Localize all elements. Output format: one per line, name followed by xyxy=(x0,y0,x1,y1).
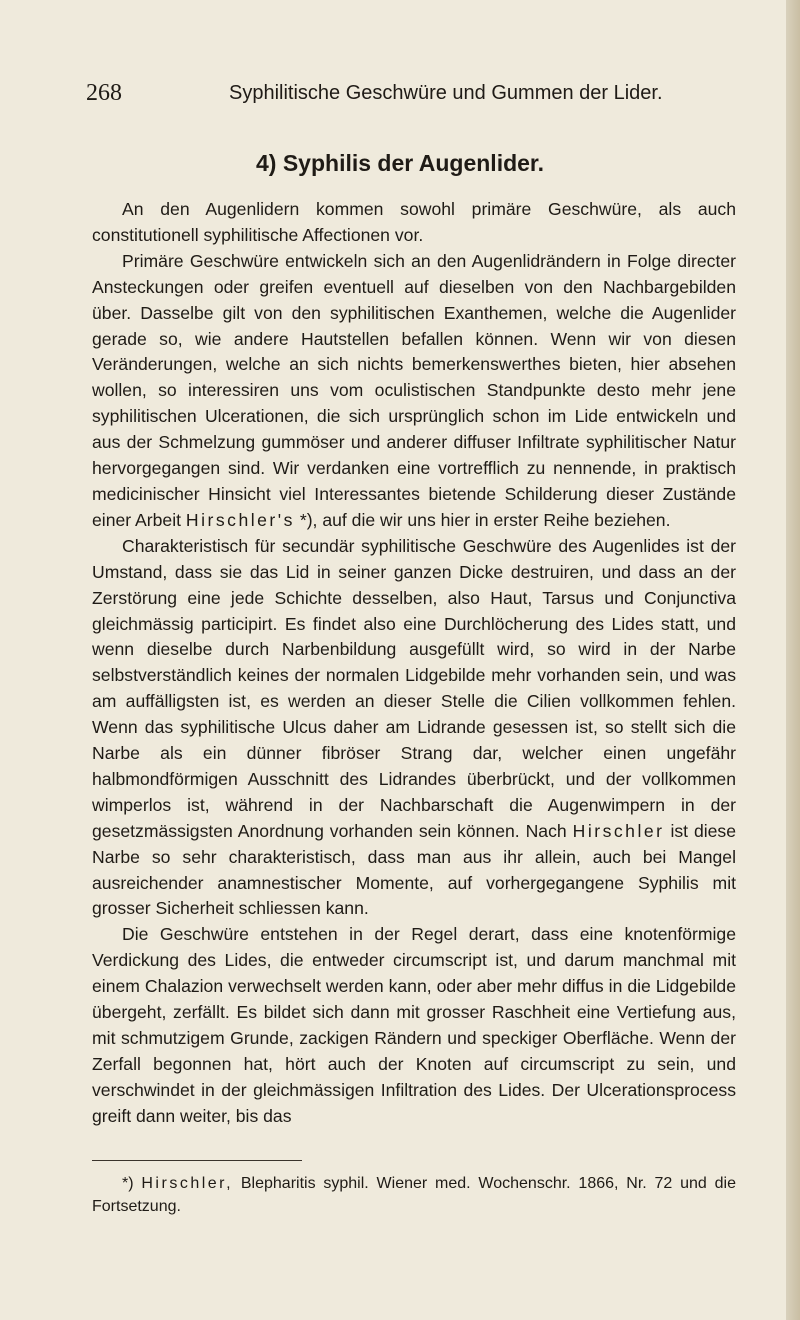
body-text xyxy=(92,197,736,1130)
page-number: 268 xyxy=(86,80,122,106)
paragraph-text: Charakteristisch für secundär syphilitische Geschwüre des Augenlides ist der Umstand, dass sie das Lid in seiner ganzen Dicke destruiren, und dass an der Zerstörung eine jede Schichte desselben, also Haut, Tarsus und Conjunctiva gleichmässig participirt. Es findet also eine Durchlöcherung des Lides statt, und wenn dieselbe durch Narbenbildung ausgefüllt wird, so wird in der Narbe selbstverständlich keines der normalen Lidgebilde mehr vorhanden sein, und was am auffälligsten ist, es werden an dieser Stelle die Cilien vollkommen fehlen. Wenn das syphilitische Ulcus daher am Lidrande gesessen ist, so stellt sich die Narbe als ein dünner fibröser Strang dar, welcher einen ungefähr halbmondförmigen Ausschnitt des Lidrandes überbrückt, und der vollkommen wimperlos ist, während in der Nachbarschaft die Augenwimpern in der gesetzmässigsten Anordnung vorhanden sein können. Nach xyxy=(92,535,736,841)
footnote-text: Blepharitis syphil. Wiener med. Wochenschr. 1866, Nr. 72 und die Fortsetzung. xyxy=(92,1175,736,1215)
cited-author: Hirschler's xyxy=(185,509,295,530)
page-header xyxy=(86,80,686,116)
paragraph-4 xyxy=(92,922,736,1129)
paragraph-text: Die Geschwüre entstehen in der Regel derart, dass eine knotenförmige Verdickung des Lides, die entweder circumscript ist, und darum manchmal mit einem Chalazion verwechselt werden kann, oder aber mehr diffus in die Lidgebilde übergeht, zerfällt. Es bildet sich dann mit grosser Raschheit eine Vertiefung aus, mit schmutzigem Grunde, zackigen Rändern und speckiger Oberfläche. Wenn der Zerfall begonnen hat, hört auch der Knoten auf circumscript zu sein, und verschwindet in der gleichmässigen Infiltration des Lides. Der Ulcerationsprocess greift dann weiter, bis das xyxy=(92,924,736,1126)
paragraph-2 xyxy=(92,249,736,534)
running-title: Syphilitische Geschwüre und Gummen der Lider. xyxy=(229,82,663,104)
paragraph-text-continued: ist diese Narbe so sehr charakteristisch, dass man aus ihr allein, auch bei Mangel ausreichender anamnestischer Momente, auf vorhergegangene Syphilis mit grosser Sicherheit schliessen kann. xyxy=(92,820,737,919)
cited-author: Hirschler xyxy=(572,820,665,841)
section-title: 4) Syphilis der Augenlider. xyxy=(256,150,544,176)
paragraph-text-continued: *), auf die wir uns hier in erster Reihe beziehen. xyxy=(294,509,671,530)
page-edge xyxy=(786,0,800,1320)
footnote-marker: *) xyxy=(122,1175,134,1192)
footnote-author: Hirschler, xyxy=(141,1175,234,1192)
footnote-divider xyxy=(92,1160,302,1161)
paragraph-3 xyxy=(92,534,736,923)
paragraph-1 xyxy=(92,197,736,249)
footnote-line xyxy=(92,1172,736,1218)
paragraph-text: An den Augenlidern kommen sowohl primäre Geschwüre, als auch constitutionell syphilitische Affectionen vor. xyxy=(92,199,736,245)
paragraph-text: Primäre Geschwüre entwickeln sich an den Augenlidrändern in Folge directer Ansteckungen oder greifen eventuell auf dieselben von den Nachbargebilden über. Dasselbe gilt von den syphilitischen Exanthemen, welche die Augenlider gerade so, wie andere Hautstellen befallen können. Wenn wir von diesen Veränderungen, welche an sich nichts bemerkenswerthes bieten, hier absehen wollen, so interessiren uns vom oculistischen Standpunkte desto mehr jene syphilitischen Ulcerationen, die sich ursprünglich schon im Lide entwickeln und aus der Schmelzung gummöser und anderer diffuser Infiltrate syphilitischer Natur hervorgegangen sind. Wir verdanken eine vortrefflich zu nennende, in praktisch medicinischer Hinsicht viel Interessantes bietende Schilderung dieser Zustände einer Arbeit xyxy=(92,250,736,530)
footnote xyxy=(92,1172,736,1218)
